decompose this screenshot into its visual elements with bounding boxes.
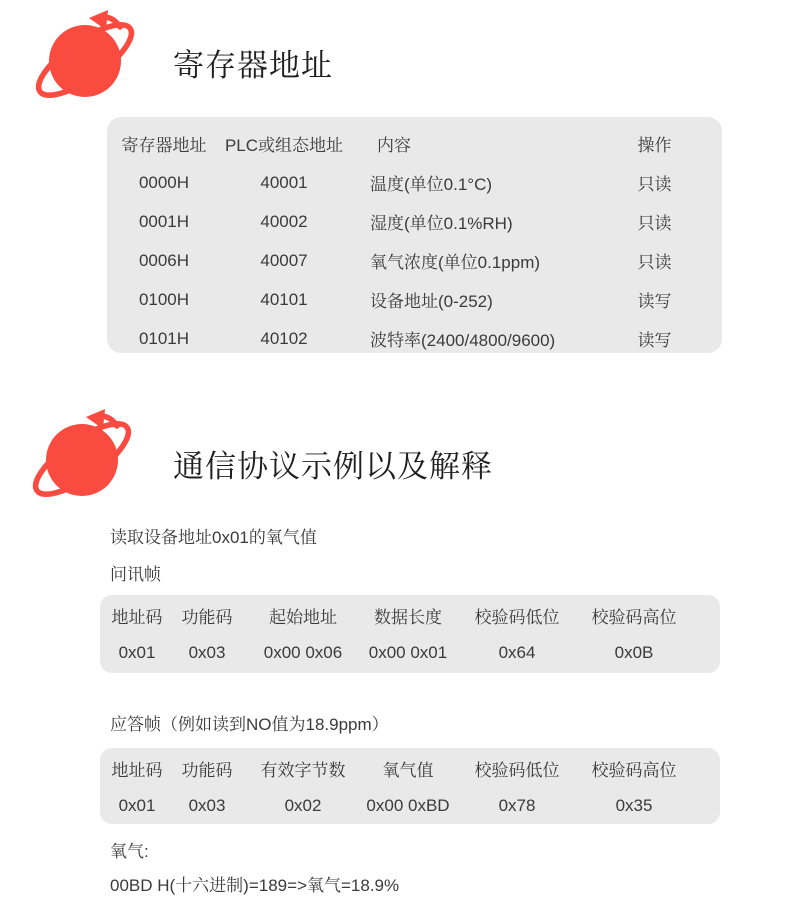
query-table-value-row — [100, 634, 720, 672]
header-cell: 寄存器地址 — [121, 136, 207, 155]
cell: 0x78 — [498, 796, 536, 815]
cell: 40002 — [260, 211, 308, 231]
response-table-header-row — [100, 749, 720, 787]
header-cell: 校验码高位 — [591, 760, 677, 780]
oxygen-label: 氧气: — [110, 842, 149, 861]
cell: 氧气浓度(单位0.1ppm) — [370, 253, 541, 272]
cell: 0x00 0x01 — [368, 643, 448, 662]
section1-title: 寄存器地址 — [173, 48, 333, 83]
planet-orbit-icon — [28, 6, 138, 121]
cell: 0x00 0x06 — [263, 643, 343, 662]
header-cell: 功能码 — [181, 760, 233, 780]
cell: 只读 — [637, 175, 672, 194]
cell: 只读 — [637, 253, 672, 272]
header-cell: 地址码 — [111, 607, 163, 627]
cell: 40001 — [260, 172, 308, 192]
header-cell: 内容 — [377, 136, 411, 155]
cell: 0x00 0xBD — [366, 796, 450, 815]
cell: 40007 — [260, 250, 308, 270]
response-table-value-row — [100, 787, 720, 825]
header-cell: PLC或组态地址 — [224, 136, 344, 155]
register-table-row — [107, 241, 722, 280]
cell: 0x35 — [615, 796, 653, 815]
register-table-row — [107, 280, 722, 319]
register-table-row — [107, 202, 722, 241]
cell: 0x64 — [498, 643, 536, 662]
register-table — [107, 117, 722, 353]
cell: 40102 — [260, 328, 308, 348]
header-cell: 有效字节数 — [260, 760, 346, 780]
cell: 0x03 — [188, 643, 226, 662]
section2-title: 通信协议示例以及解释 — [173, 449, 493, 484]
header-cell: 地址码 — [111, 760, 163, 780]
cell: 只读 — [637, 214, 672, 233]
cell: 0100H — [138, 289, 190, 309]
cell: 0001H — [138, 211, 190, 231]
header-cell: 氧气值 — [382, 760, 434, 780]
cell: 0x0B — [614, 643, 654, 662]
cell: 波特率(2400/4800/9600) — [370, 331, 556, 350]
response-frame-label: 应答帧（例如读到NO值为18.9ppm） — [110, 715, 389, 734]
planet-orbit-icon — [25, 405, 135, 520]
cell: 0x01 — [118, 643, 156, 662]
header-cell: 校验码低位 — [474, 760, 560, 780]
query-frame-label: 问讯帧 — [110, 565, 161, 584]
header-cell: 校验码低位 — [474, 607, 560, 627]
query-table-header-row — [100, 596, 720, 634]
register-table-header-row — [107, 124, 722, 163]
intro-text: 读取设备地址0x01的氧气值 — [110, 528, 317, 547]
header-cell: 功能码 — [181, 607, 233, 627]
header-cell: 操作 — [637, 136, 672, 155]
cell: 设备地址(0-252) — [370, 292, 493, 311]
cell: 温度(单位0.1°C) — [370, 175, 493, 194]
cell: 读写 — [637, 292, 672, 311]
response-frame-table — [100, 748, 720, 824]
header-cell: 数据长度 — [374, 607, 442, 627]
header-cell: 校验码高位 — [591, 607, 677, 627]
cell: 0x02 — [284, 796, 322, 815]
cell: 0101H — [138, 328, 190, 348]
cell: 0x03 — [188, 796, 226, 815]
register-table-row — [107, 163, 722, 202]
cell: 湿度(单位0.1%RH) — [370, 214, 513, 233]
conversion-text: 00BD H(十六进制)=189=>氧气=18.9% — [110, 876, 400, 895]
cell: 0006H — [138, 250, 190, 270]
query-frame-table — [100, 595, 720, 673]
cell: 40101 — [260, 289, 308, 309]
register-table-row — [107, 319, 722, 358]
cell: 0000H — [138, 172, 190, 192]
cell: 0x01 — [118, 796, 156, 815]
header-cell: 起始地址 — [269, 607, 337, 627]
cell: 读写 — [637, 331, 672, 350]
